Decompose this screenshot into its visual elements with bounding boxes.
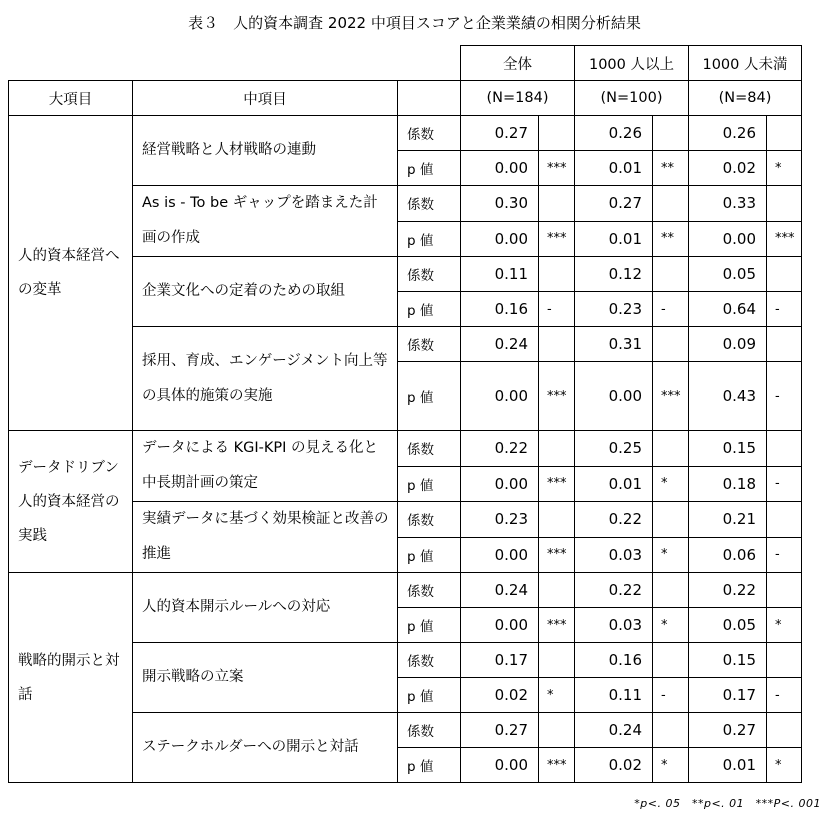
significance-mark: *** xyxy=(539,221,575,257)
significance-mark: *** xyxy=(539,608,575,643)
p-value: 0.01 xyxy=(689,748,767,783)
significance-mark: - xyxy=(767,292,802,327)
coef-value: 0.22 xyxy=(575,573,653,608)
coef-sig-blank xyxy=(539,186,575,222)
coef-label: 係数 xyxy=(398,257,461,292)
header-label-blank xyxy=(398,81,461,116)
p-label: p 値 xyxy=(398,537,461,573)
coef-sig-blank xyxy=(653,327,689,362)
significance-mark: * xyxy=(539,678,575,713)
coef-value: 0.33 xyxy=(689,186,767,222)
coef-sig-blank xyxy=(653,713,689,748)
coef-value: 0.27 xyxy=(461,116,539,151)
coef-sig-blank xyxy=(767,643,802,678)
coef-value: 0.27 xyxy=(689,713,767,748)
header-row-groups xyxy=(9,46,802,81)
p-value: 0.02 xyxy=(689,151,767,186)
p-value: 0.00 xyxy=(461,748,539,783)
header-mid-item: 中項目 xyxy=(133,81,398,116)
coef-value: 0.27 xyxy=(461,713,539,748)
coef-label: 係数 xyxy=(398,643,461,678)
significance-mark: *** xyxy=(539,151,575,186)
significance-mark: *** xyxy=(539,748,575,783)
significance-mark: * xyxy=(653,608,689,643)
significance-mark: * xyxy=(767,748,802,783)
significance-mark: ** xyxy=(653,151,689,186)
coef-value: 0.16 xyxy=(575,643,653,678)
coef-sig-blank xyxy=(539,713,575,748)
coef-sig-blank xyxy=(653,186,689,222)
p-value: 0.03 xyxy=(575,608,653,643)
p-value: 0.16 xyxy=(461,292,539,327)
coef-value: 0.12 xyxy=(575,257,653,292)
p-value: 0.00 xyxy=(461,466,539,502)
coef-sig-blank xyxy=(539,643,575,678)
coef-value: 0.22 xyxy=(575,502,653,538)
header-big-item: 大項目 xyxy=(9,81,133,116)
p-value: 0.18 xyxy=(689,466,767,502)
coef-value: 0.24 xyxy=(461,573,539,608)
coef-sig-blank xyxy=(767,186,802,222)
p-value: 0.06 xyxy=(689,537,767,573)
significance-mark: - xyxy=(767,362,802,431)
coef-value: 0.23 xyxy=(461,502,539,538)
header-group-1000-plus: 1000 人以上 xyxy=(575,46,689,81)
coef-sig-blank xyxy=(653,116,689,151)
header-group-all: 全体 xyxy=(461,46,575,81)
significance-mark: * xyxy=(767,151,802,186)
coef-sig-blank xyxy=(767,116,802,151)
coef-label: 係数 xyxy=(398,431,461,467)
coef-value: 0.31 xyxy=(575,327,653,362)
significance-mark: - xyxy=(539,292,575,327)
mid-item-cell: ステークホルダーへの開示と対話 xyxy=(133,713,398,783)
p-value: 0.64 xyxy=(689,292,767,327)
coef-value: 0.17 xyxy=(461,643,539,678)
coef-sig-blank xyxy=(653,573,689,608)
mid-item-cell: As is - To be ギャップを踏まえた計画の作成 xyxy=(133,186,398,257)
p-value: 0.00 xyxy=(461,151,539,186)
coef-sig-blank xyxy=(539,327,575,362)
coef-value: 0.15 xyxy=(689,431,767,467)
header-blank xyxy=(9,46,461,81)
coef-label: 係数 xyxy=(398,502,461,538)
significance-mark: *** xyxy=(767,221,802,257)
coef-value: 0.11 xyxy=(461,257,539,292)
table-title: 表３ 人的資本調査 2022 中項目スコアと企業業績の相関分析結果 xyxy=(188,14,641,32)
coef-value: 0.09 xyxy=(689,327,767,362)
significance-mark: - xyxy=(767,678,802,713)
significance-footnote: *p<. 05 **p<. 01 ***P<. 001 xyxy=(634,797,821,810)
table-row-coef xyxy=(9,431,802,467)
coef-sig-blank xyxy=(653,431,689,467)
coef-value: 0.30 xyxy=(461,186,539,222)
coef-value: 0.15 xyxy=(689,643,767,678)
mid-item-cell: 実績データに基づく効果検証と改善の推進 xyxy=(133,502,398,573)
header-n-1000-plus: (N=100) xyxy=(575,81,689,116)
coef-sig-blank xyxy=(539,116,575,151)
p-value: 0.17 xyxy=(689,678,767,713)
p-value: 0.05 xyxy=(689,608,767,643)
coef-value: 0.22 xyxy=(461,431,539,467)
significance-mark: *** xyxy=(539,362,575,431)
coef-value: 0.24 xyxy=(461,327,539,362)
significance-mark: *** xyxy=(539,466,575,502)
p-label: p 値 xyxy=(398,608,461,643)
coef-value: 0.27 xyxy=(575,186,653,222)
coef-sig-blank xyxy=(767,431,802,467)
table-body xyxy=(9,116,802,783)
p-value: 0.23 xyxy=(575,292,653,327)
coef-label: 係数 xyxy=(398,573,461,608)
p-label: p 値 xyxy=(398,678,461,713)
p-label: p 値 xyxy=(398,466,461,502)
p-value: 0.02 xyxy=(461,678,539,713)
coef-label: 係数 xyxy=(398,713,461,748)
significance-mark: * xyxy=(653,537,689,573)
p-value: 0.00 xyxy=(461,362,539,431)
p-value: 0.01 xyxy=(575,221,653,257)
correlation-table xyxy=(8,45,802,783)
coef-value: 0.26 xyxy=(575,116,653,151)
p-value: 0.00 xyxy=(461,608,539,643)
p-value: 0.02 xyxy=(575,748,653,783)
coef-value: 0.22 xyxy=(689,573,767,608)
significance-mark: * xyxy=(653,748,689,783)
coef-sig-blank xyxy=(767,713,802,748)
mid-item-cell: 企業文化への定着のための取組 xyxy=(133,257,398,327)
mid-item-cell: データによる KGI-KPI の見える化と中長期計画の策定 xyxy=(133,431,398,502)
coef-sig-blank xyxy=(653,502,689,538)
p-value: 0.00 xyxy=(575,362,653,431)
p-label: p 値 xyxy=(398,748,461,783)
coef-sig-blank xyxy=(767,573,802,608)
significance-mark: *** xyxy=(653,362,689,431)
significance-mark: - xyxy=(653,292,689,327)
mid-item-cell: 開示戦略の立案 xyxy=(133,643,398,713)
significance-mark: - xyxy=(653,678,689,713)
big-item-cell: 人的資本経営への変革 xyxy=(9,116,133,431)
coef-value: 0.26 xyxy=(689,116,767,151)
p-value: 0.00 xyxy=(461,221,539,257)
coef-sig-blank xyxy=(539,573,575,608)
table-row-coef xyxy=(9,116,802,151)
header-row-labels xyxy=(9,81,802,116)
coef-sig-blank xyxy=(767,327,802,362)
coef-sig-blank xyxy=(767,502,802,538)
coef-sig-blank xyxy=(767,257,802,292)
coef-label: 係数 xyxy=(398,186,461,222)
p-label: p 値 xyxy=(398,221,461,257)
header-n-under-1000: (N=84) xyxy=(689,81,802,116)
coef-sig-blank xyxy=(653,257,689,292)
coef-label: 係数 xyxy=(398,116,461,151)
coef-sig-blank xyxy=(539,431,575,467)
p-value: 0.01 xyxy=(575,151,653,186)
header-group-under-1000: 1000 人未満 xyxy=(689,46,802,81)
mid-item-cell: 人的資本開示ルールへの対応 xyxy=(133,573,398,643)
significance-mark: - xyxy=(767,466,802,502)
coef-value: 0.25 xyxy=(575,431,653,467)
significance-mark: - xyxy=(767,537,802,573)
big-item-cell: 戦略的開示と対話 xyxy=(9,573,133,783)
p-value: 0.01 xyxy=(575,466,653,502)
table-row-coef xyxy=(9,573,802,608)
p-value: 0.00 xyxy=(689,221,767,257)
coef-value: 0.05 xyxy=(689,257,767,292)
p-value: 0.00 xyxy=(461,537,539,573)
p-label: p 値 xyxy=(398,362,461,431)
coef-label: 係数 xyxy=(398,327,461,362)
coef-value: 0.24 xyxy=(575,713,653,748)
mid-item-cell: 経営戦略と人材戦略の連動 xyxy=(133,116,398,186)
significance-mark: ** xyxy=(653,221,689,257)
p-value: 0.43 xyxy=(689,362,767,431)
significance-mark: *** xyxy=(539,537,575,573)
significance-mark: * xyxy=(653,466,689,502)
coef-sig-blank xyxy=(539,502,575,538)
coef-sig-blank xyxy=(539,257,575,292)
p-value: 0.11 xyxy=(575,678,653,713)
p-label: p 値 xyxy=(398,292,461,327)
big-item-cell: データドリブン人的資本経営の実践 xyxy=(9,431,133,573)
coef-value: 0.21 xyxy=(689,502,767,538)
coef-sig-blank xyxy=(653,643,689,678)
significance-mark: * xyxy=(767,608,802,643)
p-value: 0.03 xyxy=(575,537,653,573)
p-label: p 値 xyxy=(398,151,461,186)
mid-item-cell: 採用、育成、エンゲージメント向上等の具体的施策の実施 xyxy=(133,327,398,431)
header-n-all: (N=184) xyxy=(461,81,575,116)
